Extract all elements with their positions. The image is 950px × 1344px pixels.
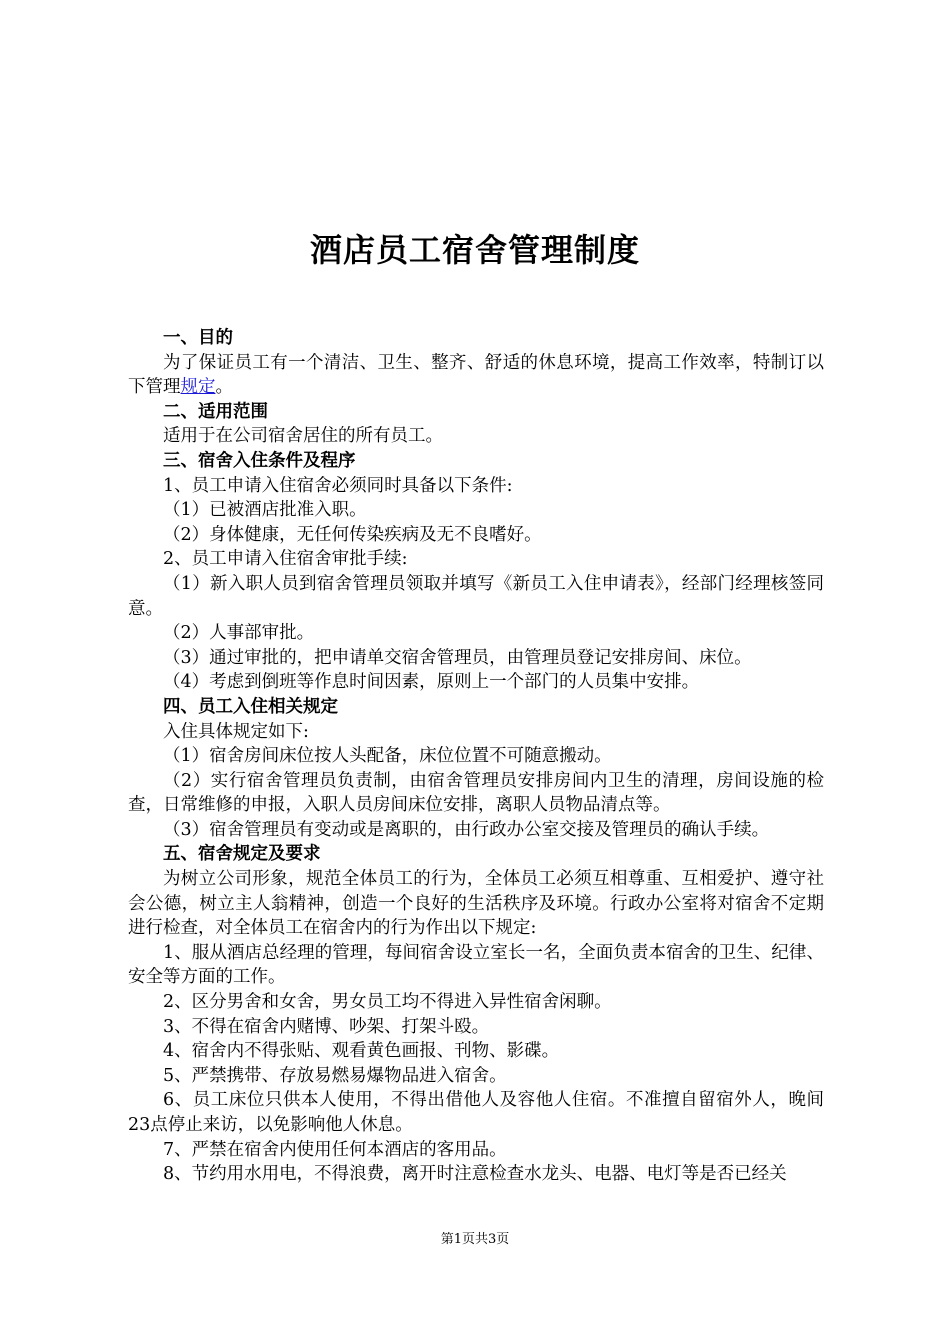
- rule-item: 7、严禁在宿舍内使用任何本酒店的客用品。: [163, 1139, 507, 1160]
- paragraph-dorm-intro: 为树立公司形象，规范全体员工的行为，全体员工必须互相尊重、互相爱护、遵守社会公德，树立主人翁精神，创造一个良好的生活秩序及环境。行政办公室将对宿舍不定期进行检查，对全体员工在宿舍内的行为作出以下规定:: [128, 869, 824, 939]
- page-footer: 第1页共3页: [440, 1232, 510, 1247]
- paragraph-scope: 适用于在公司宿舍居住的所有员工。: [163, 426, 443, 447]
- paragraph-checkin-intro: 入住具体规定如下:: [163, 721, 309, 742]
- section-heading-purpose: 一、目的: [163, 328, 233, 348]
- rule-item: 5、严禁携带、存放易燃易爆物品进入宿舍。: [163, 1065, 507, 1086]
- rule-item: 6、员工床位只供本人使用，不得出借他人及容他人住宿。不准擅自留宿外人，晚间23点停止来访，以免影响他人休息。: [128, 1090, 824, 1135]
- document-body: [128, 326, 824, 1187]
- list-item: （3）通过审批的，把申请单交宿舍管理员，由管理员登记安排房间、床位。: [163, 647, 752, 668]
- regulation-link[interactable]: 规定: [180, 377, 216, 398]
- paragraph-approval-intro: 2、员工申请入住宿舍审批手续:: [163, 549, 408, 570]
- list-item: （2）身体健康，无任何传染疾病及无不良嗜好。: [163, 524, 542, 545]
- list-item: （4）考虑到倒班等作息时间因素，原则上一个部门的人员集中安排。: [163, 672, 700, 693]
- list-item: （2）实行宿舍管理员负责制，由宿舍管理员安排房间内卫生的清理，房间设施的检查，日常维修的申报，入职人员房间床位安排，离职人员物品清点等。: [128, 770, 824, 816]
- list-item: （3）宿舍管理员有变动或是离职的，由行政办公室交接及管理员的确认手续。: [163, 819, 770, 840]
- list-item: （2）人事部审批。: [163, 623, 315, 644]
- section-heading-conditions: 三、宿舍入住条件及程序: [163, 450, 356, 471]
- rule-item: 4、宿舍内不得张贴、观看黄色画报、刊物、影碟。: [163, 1041, 560, 1062]
- rule-item: 1、服从酒店总经理的管理，每间宿舍设立室长一名，全面负责本宿舍的卫生、纪律、安全等方面的工作。: [128, 942, 824, 988]
- rule-item: 2、区分男舍和女舍，男女员工均不得进入异性宿舍闲聊。: [163, 992, 612, 1013]
- list-item: （1）新入职人员到宿舍管理员领取并填写《新员工入住申请表》，经部门经理核签同意。: [128, 573, 824, 619]
- list-item: （1）已被酒店批准入职。: [163, 500, 367, 521]
- paragraph-text: 为了保证员工有一个清洁、卫生、整齐、舒适的休息环境，提高工作效率，特制订以下管理: [128, 352, 824, 398]
- paragraph-purpose: [128, 351, 824, 400]
- section-heading-scope: 二、适用范围: [163, 401, 268, 422]
- section-heading-dorm-rules: 五、宿舍规定及要求: [163, 844, 321, 865]
- rule-item: 3、不得在宿舍内赌博、吵架、打架斗殴。: [163, 1016, 490, 1037]
- paragraph-conditions-intro: 1、员工申请入住宿舍必须同时具备以下条件:: [163, 475, 513, 496]
- list-item: （1）宿舍房间床位按人头配备，床位位置不可随意搬动。: [163, 746, 612, 767]
- document-title: 酒店员工宿舍管理制度: [309, 231, 640, 269]
- rule-item: 8、节约用水用电，不得浪费，离开时注意检查水龙头、电器、电灯等是否已经关: [163, 1164, 787, 1185]
- paragraph-suffix: 。: [215, 377, 233, 398]
- section-heading-checkin-rules: 四、员工入住相关规定: [163, 696, 338, 717]
